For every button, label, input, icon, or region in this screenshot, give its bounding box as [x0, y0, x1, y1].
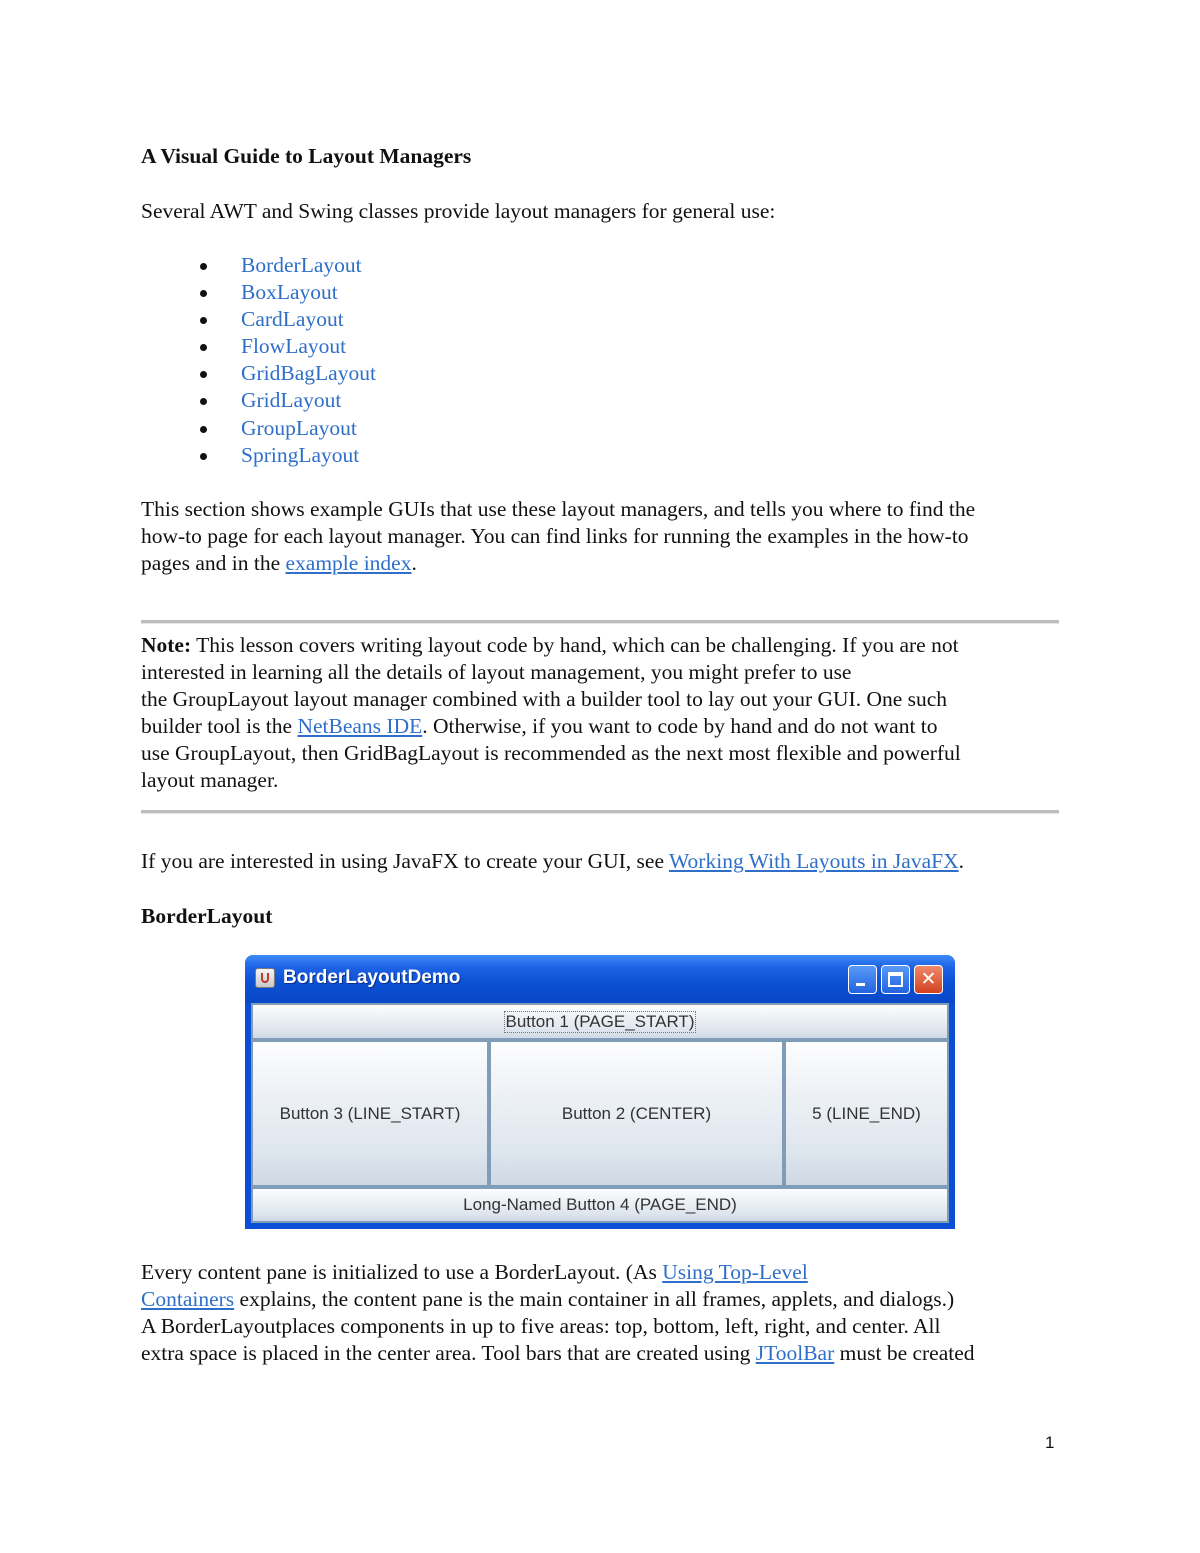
- link-grouplayout[interactable]: GroupLayout: [241, 415, 357, 440]
- link-flowlayout[interactable]: FlowLayout: [241, 334, 347, 359]
- text-span: pages and in the: [141, 551, 286, 575]
- note-line: the GroupLayout layout manager combined with a builder tool to lay out your GUI. One such: [141, 687, 948, 711]
- content-pane: [251, 1003, 949, 1223]
- line-end-button[interactable]: [784, 1040, 949, 1187]
- divider: [141, 810, 1059, 814]
- bullet-icon: [200, 263, 207, 270]
- paragraph-line: A BorderLayoutplaces components in up to five areas: top, bottom, left, right, and center. All: [141, 1314, 941, 1338]
- center-button[interactable]: [489, 1040, 784, 1187]
- text-span: extra space is placed in the center area. Tool bars that are created using: [141, 1341, 756, 1365]
- text-span: .: [411, 551, 417, 575]
- button-label: Button 3 (LINE_START): [279, 1103, 461, 1123]
- page-number: 1: [1045, 1433, 1055, 1452]
- java-app-icon: [255, 968, 275, 988]
- javafx-layouts-link[interactable]: Working With Layouts in JavaFX: [668, 849, 959, 873]
- section-heading: BorderLayout: [141, 904, 273, 928]
- bullet-icon: [200, 453, 207, 460]
- page-title: A Visual Guide to Layout Managers: [141, 144, 472, 168]
- divider: [141, 620, 1059, 624]
- paragraph-line: [141, 550, 1061, 577]
- maximize-button[interactable]: [881, 965, 910, 994]
- javafx-paragraph: [141, 848, 1061, 875]
- page-end-button[interactable]: [251, 1187, 949, 1223]
- note-label: Note:: [141, 633, 192, 657]
- text-span: . Otherwise, if you want to code by hand and do not want to: [422, 714, 938, 738]
- note-line: use GroupLayout, then GridBagLayout is recommended as the next most flexible and powerful: [141, 741, 961, 765]
- bullet-icon: [200, 371, 207, 378]
- bullet-icon: [200, 317, 207, 324]
- link-cardlayout[interactable]: CardLayout: [241, 307, 344, 332]
- link-borderlayout[interactable]: BorderLayout: [241, 253, 362, 277]
- note-line: [141, 713, 1061, 740]
- text-span: If you are interested in using JavaFX to create your GUI, see: [141, 849, 669, 873]
- button-label: Long-Named Button 4 (PAGE_END): [463, 1195, 737, 1214]
- paragraph-line: how-to page for each layout manager. You can find links for running the examples in the how-to: [141, 524, 969, 548]
- bullet-icon: [200, 426, 207, 433]
- link-springlayout[interactable]: SpringLayout: [241, 442, 360, 467]
- button-label: Button 2 (CENTER): [561, 1103, 712, 1123]
- close-icon: ✕: [920, 968, 937, 990]
- text-span: must be created: [834, 1341, 975, 1365]
- text-span: explains, the content pane is the main container in all frames, applets, and dialogs.): [234, 1287, 955, 1311]
- link-gridbaglayout[interactable]: GridBagLayout: [241, 361, 376, 386]
- paragraph-line: [141, 1340, 1061, 1367]
- window-titlebar[interactable]: [245, 955, 955, 1003]
- paragraph-line: [141, 1286, 1061, 1313]
- link-gridlayout[interactable]: GridLayout: [241, 388, 342, 413]
- text-span: builder tool is the: [141, 714, 298, 738]
- close-button[interactable]: [914, 965, 943, 994]
- link-boxlayout[interactable]: BoxLayout: [241, 280, 338, 305]
- button-label: 5 (LINE_END): [812, 1103, 921, 1123]
- note-line: layout manager.: [141, 768, 279, 792]
- note-line: interested in learning all the details of layout management, you might prefer to use: [141, 660, 852, 684]
- window-title: BorderLayoutDemo: [283, 967, 461, 988]
- top-level-containers-link-cont[interactable]: Containers: [141, 1287, 235, 1311]
- top-level-containers-link[interactable]: Using Top-Level: [662, 1260, 808, 1284]
- note-line: [141, 632, 1061, 659]
- page-start-button[interactable]: [251, 1003, 949, 1040]
- button-label: Button 1 (PAGE_START): [505, 1011, 695, 1031]
- text-span: Every content pane is initialized to use a BorderLayout. (As: [141, 1260, 663, 1284]
- line-start-button[interactable]: [251, 1040, 489, 1187]
- example-index-link[interactable]: example index: [285, 551, 412, 575]
- text-span: This lesson covers writing layout code by hand, which can be challenging. If you are not: [191, 633, 959, 657]
- bullet-icon: [200, 290, 207, 297]
- border-layout-demo-window: [245, 955, 955, 1229]
- bullet-icon: [200, 344, 207, 351]
- paragraph-line: [141, 1259, 1061, 1286]
- paragraph-line: This section shows example GUIs that use these layout managers, and tells you where to find the: [141, 497, 976, 521]
- netbeans-ide-link[interactable]: NetBeans IDE: [297, 714, 423, 738]
- minimize-button[interactable]: [848, 965, 877, 994]
- bullet-icon: [200, 398, 207, 405]
- intro-paragraph: Several AWT and Swing classes provide layout managers for general use:: [141, 199, 776, 223]
- jtoolbar-link[interactable]: JToolBar: [755, 1341, 835, 1365]
- text-span: .: [958, 849, 964, 873]
